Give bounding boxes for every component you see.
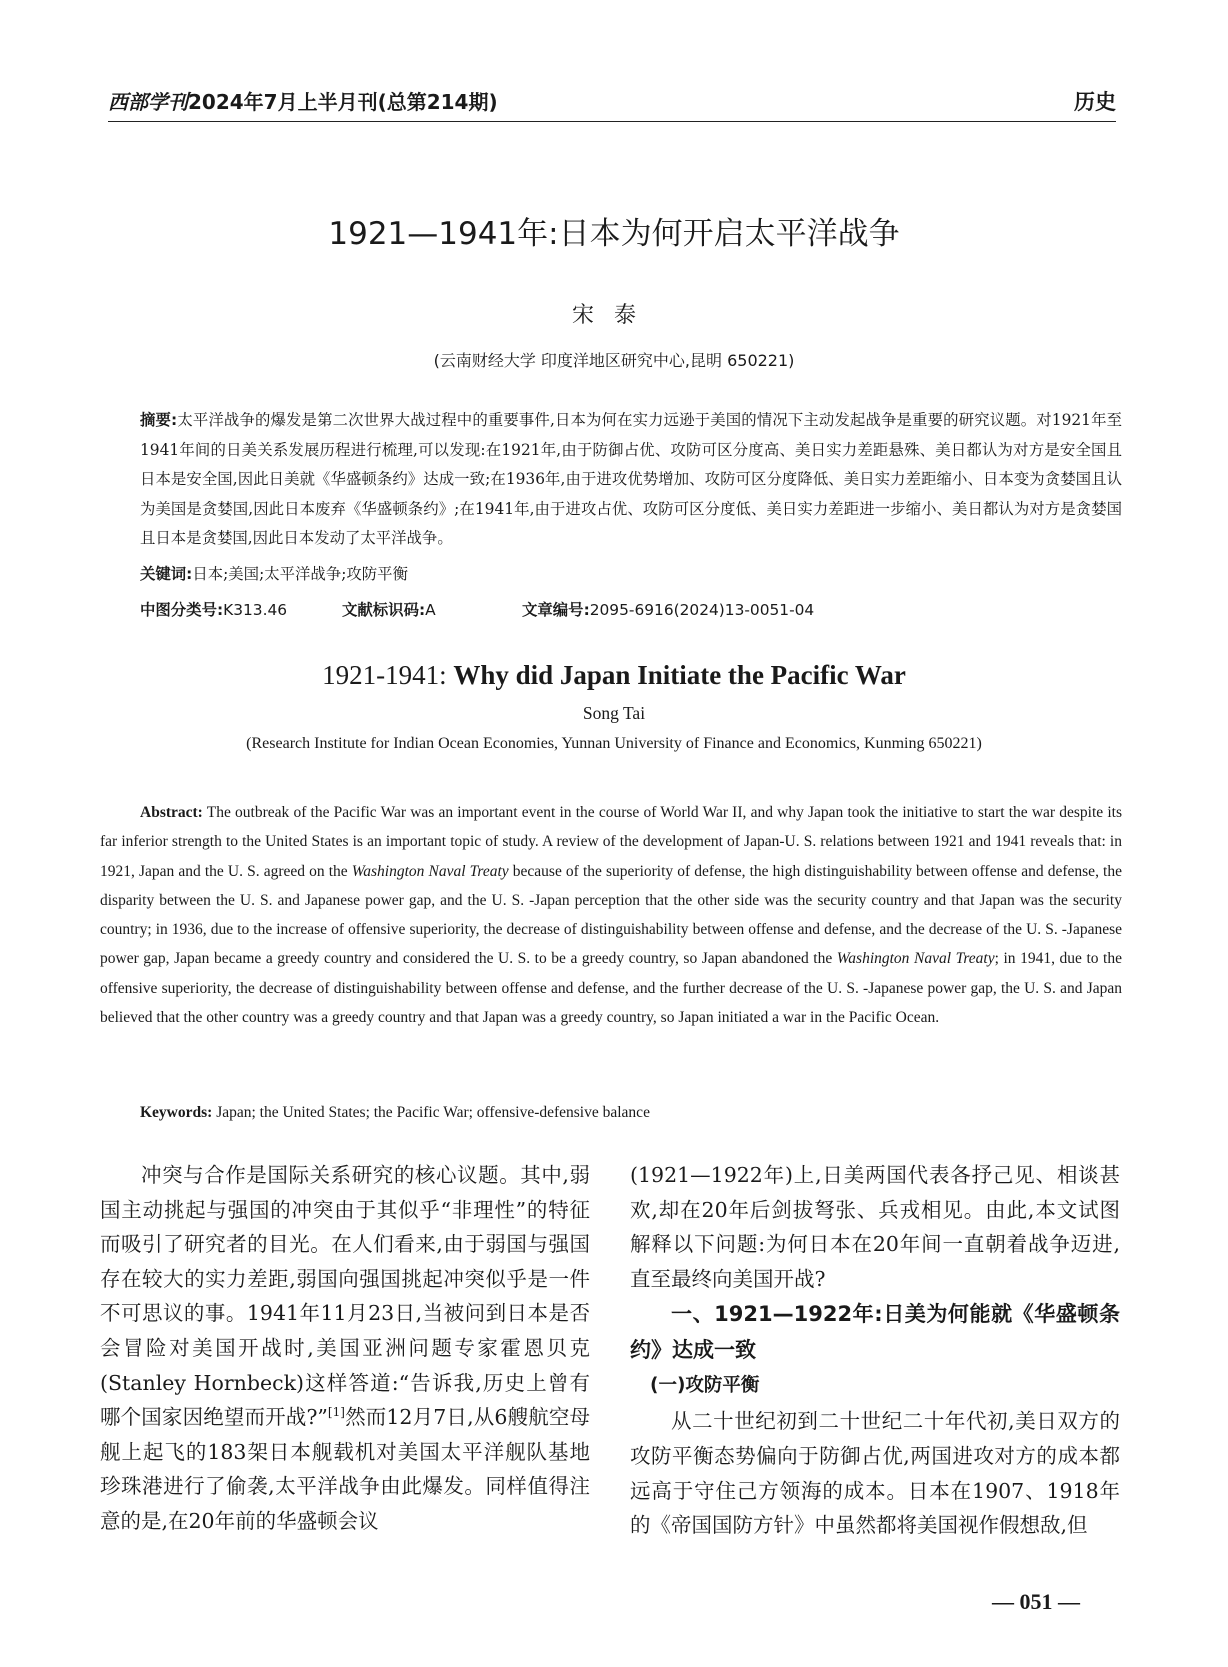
body-text: 然而12月7日,从6艘航空母舰上起飞的183架日本舰载机对美国太平洋舰队基地珍珠港进行了偷袭,太平洋战争由此爆发。同样值得注意的是,在20年前的华盛顿会议 [100, 1405, 590, 1533]
abstract-en-part1: The outbreak of the Pacific War was an important event in the course of World War II, and why Japan took the initiative to start the war despite its far inferior strength to the United States is an important topic of study. A review of the development of Japan-U. S. relations between 1921 and 1941 reveals that: in 1921, Japan and the U. S. agreed on the [100, 804, 1122, 880]
section-heading: 一、1921—1922年:日美为何能就《华盛顿条约》达成一致 [630, 1302, 1120, 1363]
document-code-label: 文献标识码: [342, 601, 426, 619]
subsection-heading: (一)攻防平衡 [650, 1375, 760, 1397]
article-number [522, 598, 814, 620]
keywords-en [140, 1104, 650, 1122]
header-rule [108, 121, 1116, 122]
abstract-en [100, 798, 1122, 1032]
title-cn: 1921—1941年:日本为何开启太平洋战争 [328, 216, 900, 252]
document-code-value: A [425, 601, 436, 619]
section-label: 历史 [1074, 90, 1116, 114]
journal-issue-text: 2024年7月上半月刊(总第214期) [188, 90, 498, 114]
journal-issue [108, 86, 498, 115]
abstract-en-treaty-2: Washington Naval Treaty [836, 950, 995, 968]
running-header [108, 86, 1116, 120]
clc-number [140, 598, 287, 620]
keywords-en-label: Keywords: [140, 1104, 213, 1121]
body-column-right [630, 1158, 1120, 1543]
keywords-cn [140, 562, 1122, 584]
page-number: — 051 — [992, 1589, 1080, 1614]
body-paragraph: (1921—1922年)上,日美两国代表各抒己见、相谈甚欢,却在20年后剑拔弩张、兵戎相见。由此,本文试图解释以下问题:为何日本在20年间一直朝着战争迈进,直至最终向美国开战? [630, 1163, 1120, 1291]
article-number-value: 2095-6916(2024)13-0051-04 [589, 601, 815, 619]
abstract-cn-text: 太平洋战争的爆发是第二次世界大战过程中的重要事件,日本为何在实力远逊于美国的情况下主动发起战争是重要的研究议题。对1921年至1941年间的日美关系发展历程进行梳理,可以发现:在1921年,由于防御占优、攻防可区分度高、美日实力差距悬殊、美日都认为对方是安全国且日本是安全国,因此日美就《华盛顿条约》达成一致;在1936年,由于进攻优势增加、攻防可区分度降低、美日实力差距缩小、日本变为贪婪国且认为美国是贪婪国,因此日本废弃《华盛顿条约》;在1941年,由于进攻占优、攻防可区分度低、美日实力差距进一步缩小、美日都认为对方是贪婪国且日本是贪婪国,因此日本发动了太平洋战争。 [140, 411, 1123, 547]
affiliation-cn: (云南财经大学 印度洋地区研究中心,昆明 650221) [433, 351, 795, 370]
abstract-en-treaty-1: Washington Naval Treaty [351, 862, 509, 880]
journal-logo: 西部学刊 [108, 90, 188, 114]
abstract-en-part2: because of the superiority of defense, the high distinguishability between offense and defense, the disparity between the U. S. and Japanese power gap, and the U. S. -Japan perception that the other side was the security country and that Japan was the security country; in 1936, due to the increase of offensive superiority, the decrease of distinguishability between offense and defense, and the decrease of the U. S. -Japanese power gap, Japan became a greedy country and considered the U. S. to be a greedy country, so Japan abandoned the [100, 862, 1122, 968]
body-text: 冲突与合作是国际关系研究的核心议题。其中,弱国主动挑起与强国的冲突由于其似乎“非理性”的特征而吸引了研究者的目光。在人们看来,由于弱国与强国存在较大的实力差距,弱国向强国挑起冲突似乎是一件不可思议的事。1941年11月23日,当被问到日本是否会冒险对美国开战时,美国亚洲问题专家霍恩贝克(Stanley Hornbeck)这样答道:“告诉我,历史上曾有哪个国家因绝望而开战?” [100, 1163, 590, 1430]
title-en-years: 1921-1941: [322, 660, 447, 690]
body-column-left [100, 1158, 590, 1539]
body-paragraph: 从二十世纪初到二十世纪二十年代初,美日双方的攻防平衡态势偏向于防御占优,两国进攻对方的成本都远高于守住己方领海的成本。日本在1907、1918年的《帝国国防方针》中虽然都将美国视作假想敌,但 [630, 1409, 1120, 1538]
clc-value: K313.46 [223, 601, 288, 619]
author-cn: 宋泰 [571, 303, 656, 328]
title-en-text: Why did Japan Initiate the Pacific War [453, 660, 906, 690]
abstract-en-part3: ; in 1941, due to the offensive superiority, the decrease of distinguishability between offense and defense, and the further decrease of the U. S. -Japanese power gap, the U. S. and Japan believed that the other country was a greedy country and that Japan was a greedy country, so Japan initiated a war in the Pacific Ocean. [100, 950, 1122, 1027]
abstract-en-label: Abstract: [140, 804, 203, 821]
abstract-cn-label: 摘要: [140, 411, 178, 429]
keywords-en-text: Japan; the United States; the Pacific War; offensive-defensive balance [212, 1104, 650, 1121]
clc-label: 中图分类号: [140, 601, 224, 619]
article-number-label: 文章编号: [522, 601, 590, 619]
abstract-cn [140, 406, 1122, 554]
author-en: Song Tai [582, 703, 646, 723]
title-en [0, 660, 1228, 691]
body-paragraph [100, 1158, 590, 1539]
keywords-cn-text: 日本;美国;太平洋战争;攻防平衡 [192, 565, 408, 583]
affiliation-en: (Research Institute for Indian Ocean Economies, Yunnan University of Finance and Economics, Kunming 650221) [246, 735, 982, 752]
document-code [342, 598, 436, 620]
citation-ref[interactable]: [1] [327, 1405, 345, 1420]
keywords-cn-label: 关键词: [140, 565, 193, 583]
